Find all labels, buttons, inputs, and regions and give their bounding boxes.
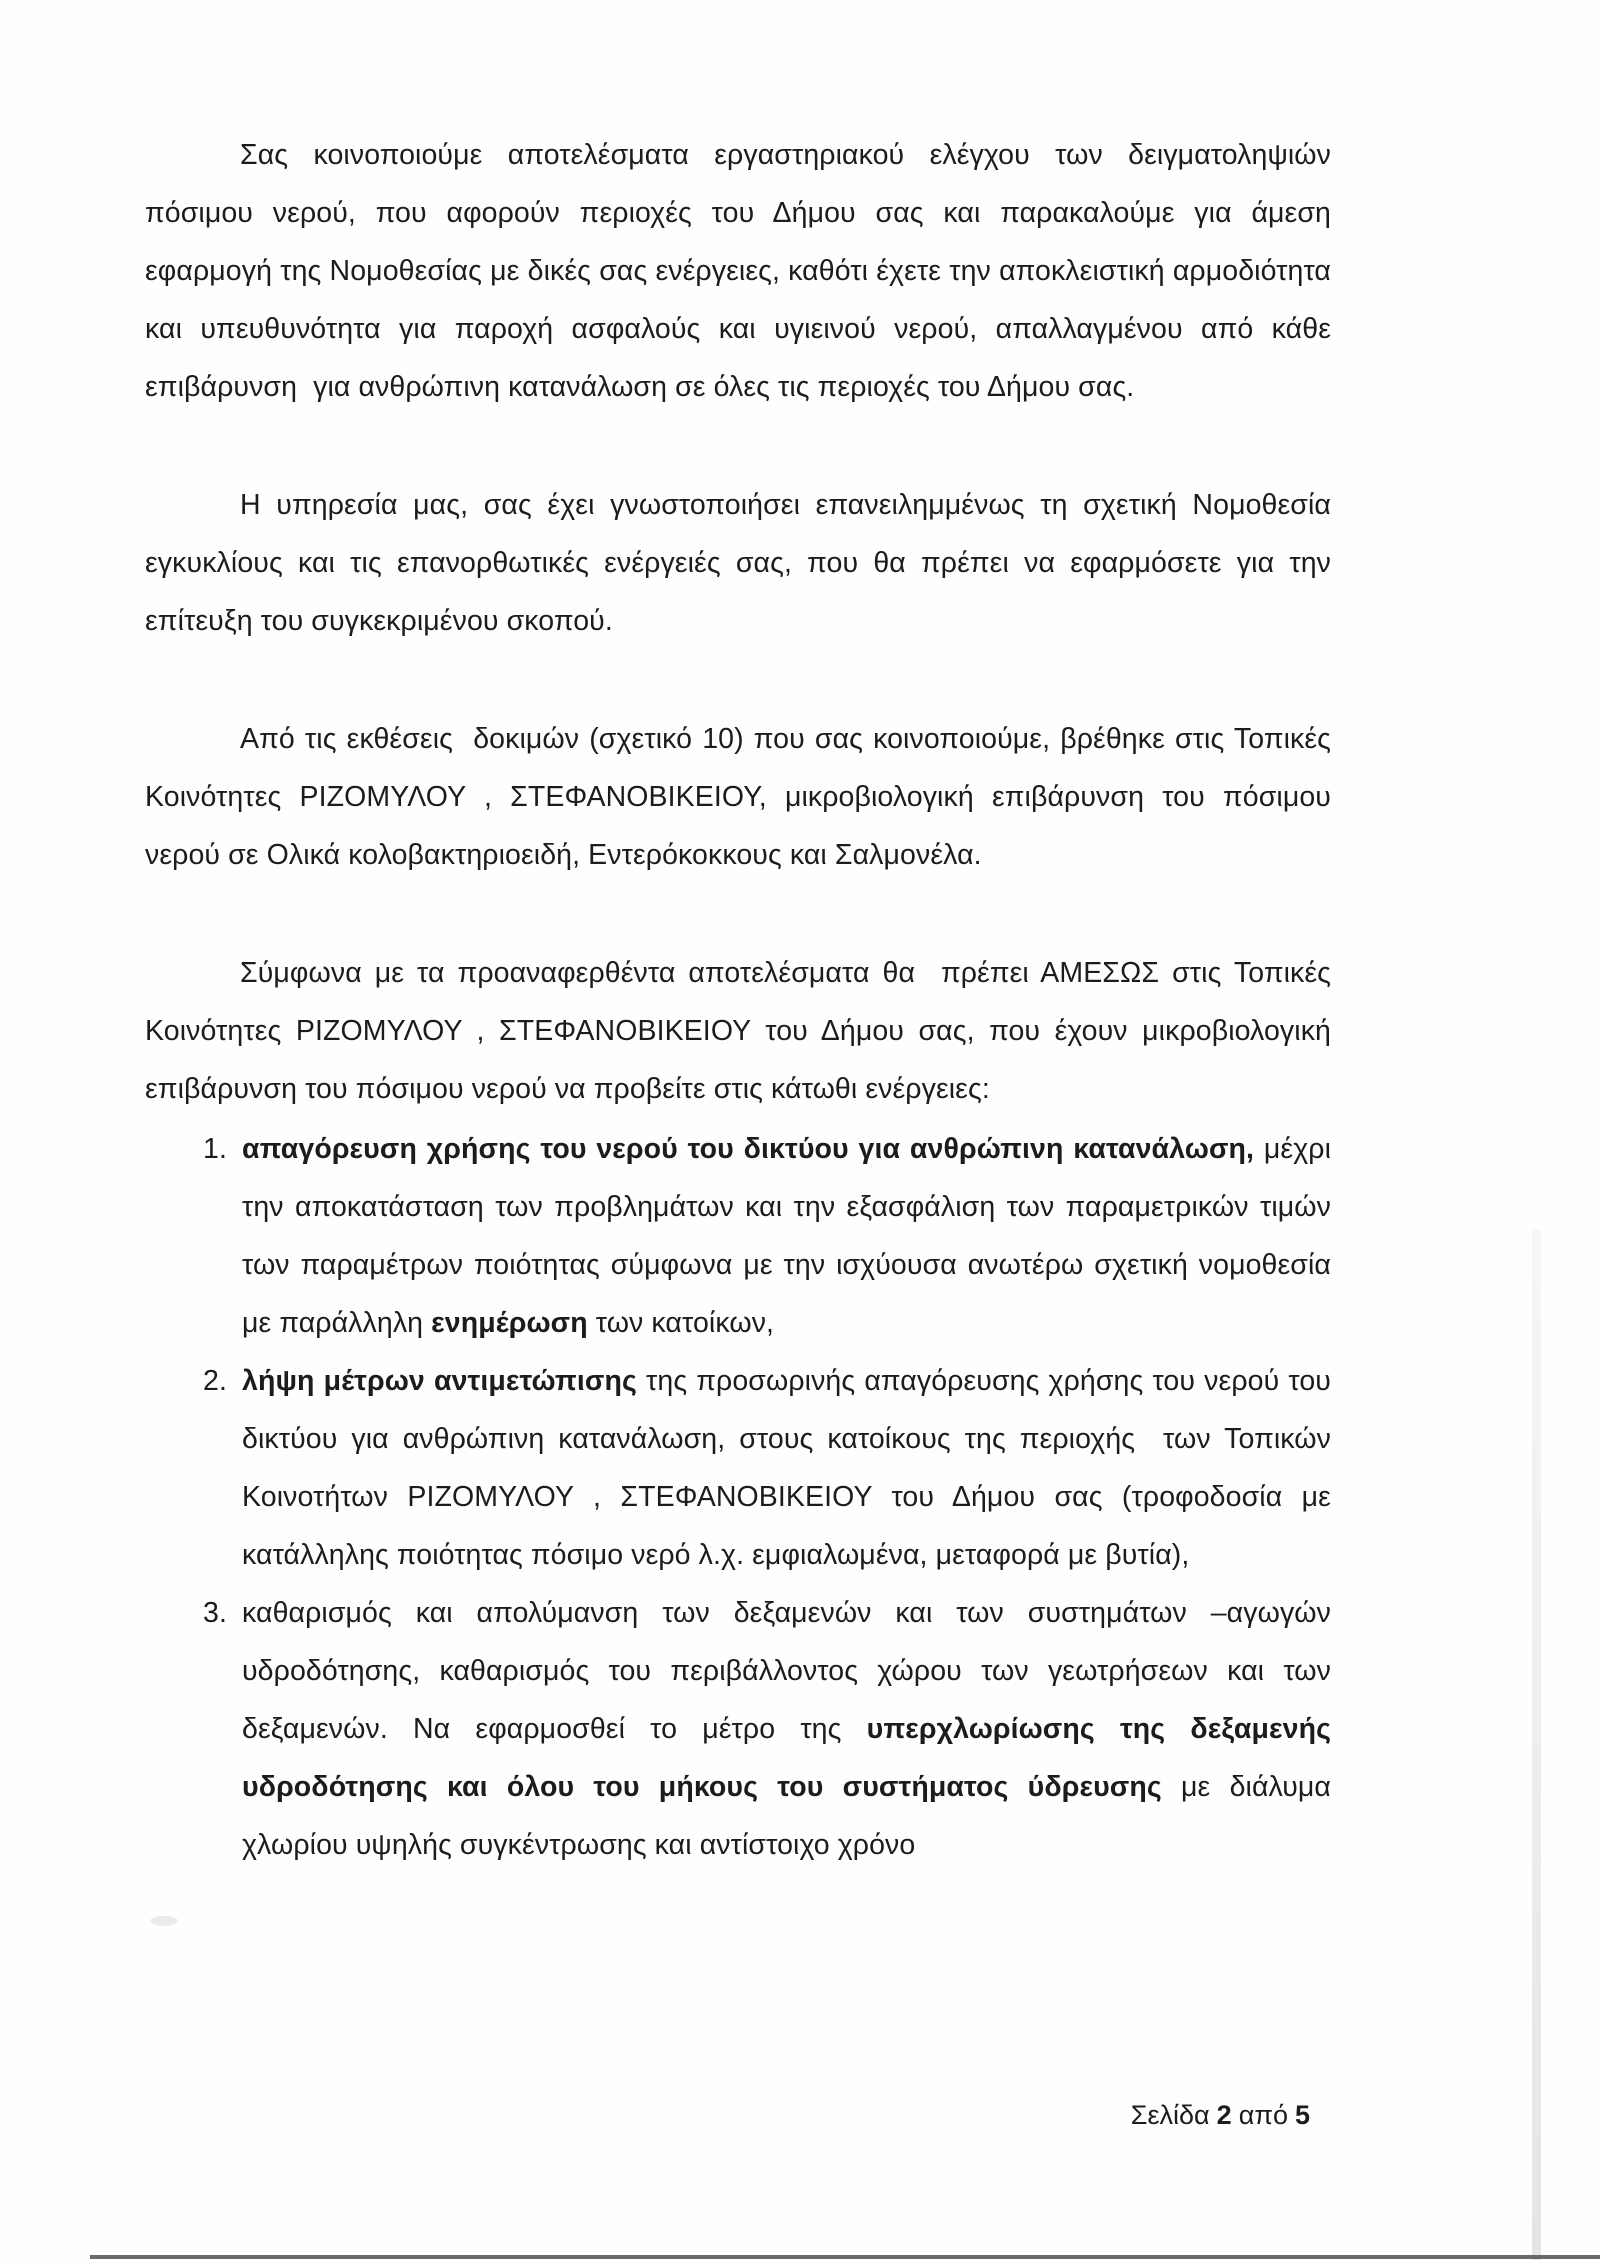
paragraph-2: Η υπηρεσία μας, σας έχει γνωστοποιήσει επανειλημμένως τη σχετική Νομοθεσία εγκυκλίους και τις επανορθωτικές ενέργειές σας, που θα πρέπει να εφαρμόσετε για την επίτευξη του συγκεκριμένου σκοπού.: [145, 489, 1331, 637]
paragraph-3: Από τις εκθέσεις δοκιμών (σχετικό 10) που σας κοινοποιούμε, βρέθηκε στις Τοπικές Κοινότητες ΡΙΖΟΜΥΛΟΥ , ΣΤΕΦΑΝΟΒΙΚΕΙΟΥ, μικροβιολογική επιβάρυνση του πόσιμου νερού σε Ολικά κολοβακτηριοειδή, Εντερόκοκκους και Σαλμονέλα.: [145, 723, 1331, 871]
footer-total-pages: 5: [1294, 2100, 1310, 2130]
page-footer: [1131, 2098, 1310, 2132]
letter-body: [145, 126, 1331, 1874]
scan-artifact-smudge: [150, 1916, 178, 1926]
list-item-2: [145, 1352, 1331, 1584]
scan-artifact-right-streak: [1532, 1230, 1541, 2260]
list-item-3-text: καθαρισμός και απολύμανση των δεξαμενών και των συστημάτων –αγωγών υδροδότησης, καθαρισμός του περιβάλλοντος χώρου των γεωτρήσεων και των δεξαμενών. Να εφαρμοσθεί το μέτρο της υπερχλωρίωσης της δεξαμενής υδροδότησης και όλου του μήκους του συστήματος ύδρευσης με διάλυμα χλωρίου υψηλής συγκέντρωσης και αντίστοιχο χρόνο: [242, 1597, 1331, 1861]
list-number-3: 3.: [203, 1597, 227, 1629]
list-number-2: 2.: [203, 1365, 227, 1397]
paragraph-1: Σας κοινοποιούμε αποτελέσματα εργαστηριακού ελέγχου των δειγματοληψιών πόσιμου νερού, που αφορούν περιοχές του Δήμου σας και παρακαλούμε για άμεση εφαρμογή της Νομοθεσίας με δικές σας ενέργειες, καθότι έχετε την αποκλειστική αρμοδιότητα και υπευθυνότητα για παροχή ασφαλούς και υγιεινού νερού, απαλλαγμένου από κάθε επιβάρυνση για ανθρώπινη κατανάλωση σε όλες τις περιοχές του Δήμου σας.: [145, 139, 1331, 403]
list-item-1: [145, 1120, 1331, 1352]
list-item-1-text: απαγόρευση χρήσης του νερού του δικτύου για ανθρώπινη κατανάλωση, μέχρι την αποκατάσταση των προβλημάτων και την εξασφάλιση των παραμετρικών τιμών των παραμέτρων ποιότητας σύμφωνα με την ισχύουσα ανωτέρω σχετική νομοθεσία με παράλληλη ενημέρωση των κατοίκων,: [242, 1133, 1331, 1339]
footer-of-label: από: [1238, 2100, 1288, 2130]
paragraph-4: Σύμφωνα με τα προαναφερθέντα αποτελέσματα θα πρέπει ΑΜΕΣΩΣ στις Τοπικές Κοινότητες ΡΙΖΟΜΥΛΟΥ , ΣΤΕΦΑΝΟΒΙΚΕΙΟΥ του Δήμου σας, που έχουν μικροβιολογική επιβάρυνση του πόσιμου νερού να προβείτε στις κάτωθι ενέργειες:: [145, 957, 1331, 1105]
action-list: [145, 1120, 1331, 1874]
footer-page-label: Σελίδα: [1130, 2100, 1210, 2130]
list-item-3: [145, 1584, 1331, 1874]
list-number-1: 1.: [203, 1133, 227, 1165]
footer-page-number: 2: [1216, 2100, 1232, 2130]
list-item-2-text: λήψη μέτρων αντιμετώπισης της προσωρινής απαγόρευσης χρήσης του νερού του δικτύου για ανθρώπινη κατανάλωση, στους κατοίκους της περιοχής των Τοπικών Κοινοτήτων ΡΙΖΟΜΥΛΟΥ , ΣΤΕΦΑΝΟΒΙΚΕΙΟΥ του Δήμου σας (τροφοδοσία με κατάλληλης ποιότητας πόσιμο νερό λ.χ. εμφιαλωμένα, μεταφορά με βυτία),: [242, 1365, 1331, 1571]
scan-artifact-bottom-line: [90, 2255, 1600, 2259]
